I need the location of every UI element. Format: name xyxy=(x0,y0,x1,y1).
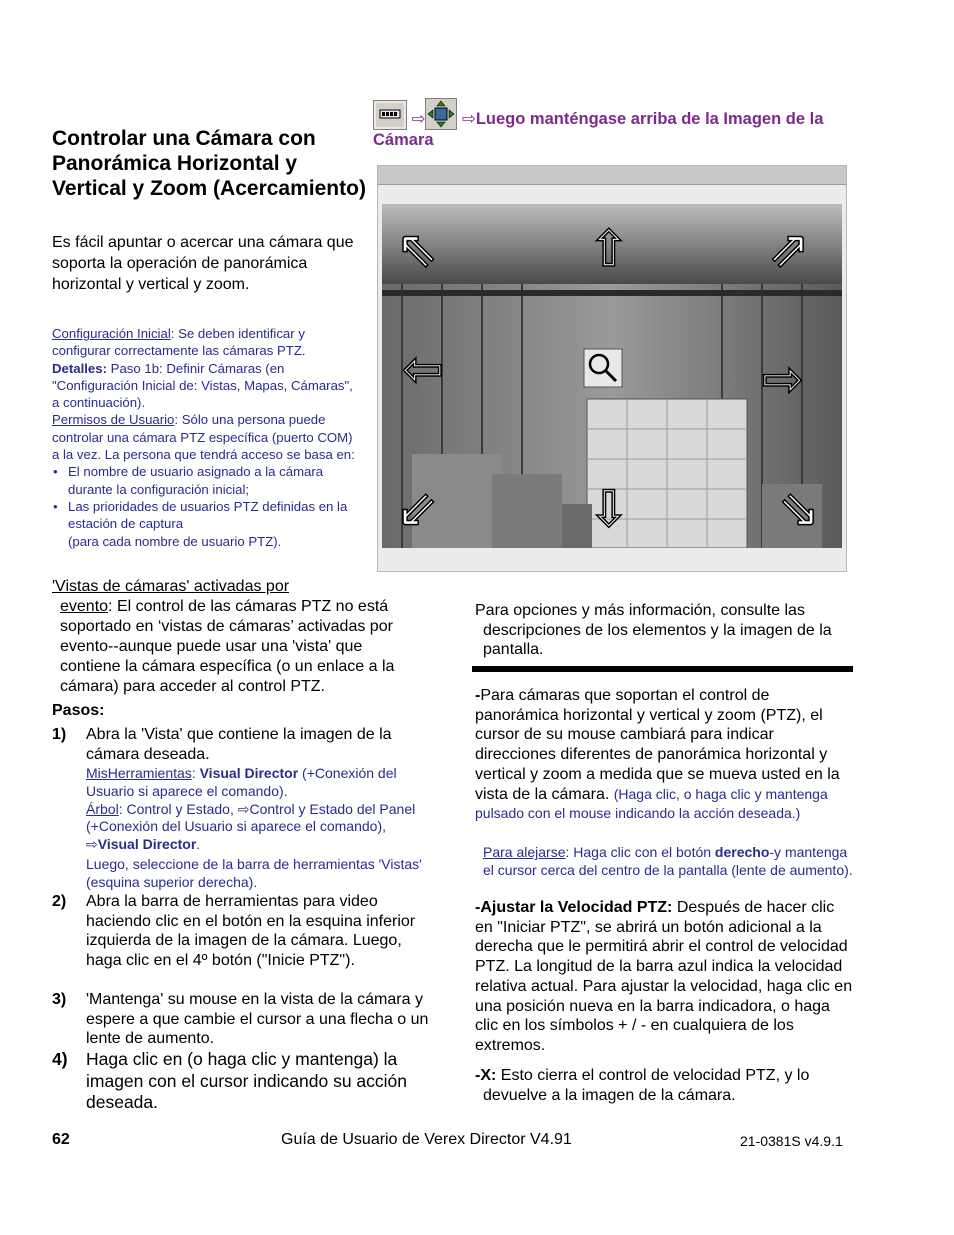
pan-down-left-icon[interactable]: ⇙ xyxy=(396,481,438,537)
options-paragraph: Para opciones y más información, consulte las descripciones de los elementos y la imagen de la pantalla. xyxy=(475,602,832,659)
vistas-heading-end[interactable]: evento xyxy=(60,598,109,615)
vistas-section xyxy=(52,577,422,697)
step-3 xyxy=(52,990,432,1049)
doc-version: 21-0381S v4.9.1 xyxy=(740,1133,843,1149)
ptz-paragraph: -Para cámaras que soportan el control de panorámica horizontal y vertical y zoom (PTZ), el cursor de su mouse cambiará para indicar direcciones diferentes de panorámica horizontal y vertical y zoom a medida que se mueva usted en la vista de la cámara. (Haga clic, o haga clic y mantenga pulsado con el mouse indicando la acción deseada.) xyxy=(475,687,840,822)
camera-view[interactable] xyxy=(377,165,847,572)
step-number: 1) xyxy=(52,726,67,743)
bullet-note: (para cada nombre de usuario PTZ). xyxy=(68,533,282,549)
step-text: Abra la barra de herramientas para video haciendo clic en el botón en la esquina inferior izquierda de la imagen de la cámara. Luego, haga clic en el 4º botón ("Inicie PTZ"). xyxy=(86,893,416,970)
step-1-arbol: Árbol: Control y Estado, ⇨Control y Estado del Panel (+Conexión del Usuario si aparece el comando), ⇨Visual Director. xyxy=(86,800,416,852)
info-sidebox xyxy=(52,325,362,550)
step-1-mis: MisHerramientas: Visual Director (+Conexión del Usuario si aparece el comando). xyxy=(86,765,397,799)
arrow-right-icon: ⇨ xyxy=(462,110,476,128)
toolbar-button-icon[interactable] xyxy=(373,100,407,130)
pan-up-left-icon[interactable]: ⇖ xyxy=(396,221,438,277)
page-number: 62 xyxy=(52,1131,70,1148)
ptz-icon xyxy=(426,99,456,129)
step-4 xyxy=(52,1049,432,1114)
step-2 xyxy=(52,892,432,971)
footer-title: Guía de Usuario de Verex Director V4.91 xyxy=(281,1131,572,1148)
step-text: Abra la 'Vista' que contiene la imagen de la cámara deseada. xyxy=(86,726,392,763)
config-link[interactable]: Configuración Inicial xyxy=(52,326,171,341)
tilt-up-icon[interactable]: ⇧ xyxy=(588,221,630,277)
pasos-heading: Pasos: xyxy=(52,702,105,719)
pan-right-icon[interactable]: ⇨ xyxy=(762,351,804,407)
pan-left-icon[interactable]: ⇦ xyxy=(402,341,444,397)
right-header xyxy=(373,98,853,151)
arbol-link[interactable]: Árbol xyxy=(86,800,119,817)
step-number: 2) xyxy=(52,893,67,910)
list-item: • Las prioridades de usuarios PTZ definidas en la estación de captura (para cada nombre de usuario PTZ). xyxy=(68,498,362,550)
pan-up-right-icon[interactable]: ⇗ xyxy=(768,221,810,277)
arrow-right-icon: ⇨ xyxy=(411,110,426,128)
ptz-button-icon[interactable] xyxy=(425,98,457,130)
detalles-label: Detalles: xyxy=(52,360,107,376)
camera-image[interactable] xyxy=(382,204,842,548)
step-number: 3) xyxy=(52,991,67,1008)
x-paragraph: -X: Esto cierra el control de velocidad PTZ, y lo devuelve a la imagen de la cámara. xyxy=(475,1067,810,1104)
tilt-down-icon[interactable]: ⇩ xyxy=(588,481,630,537)
step-number: 4) xyxy=(52,1049,68,1069)
list-item: • El nombre de usuario asignado a la cámara durante la configuración inicial; xyxy=(68,463,362,498)
camera-title-bar xyxy=(378,166,846,185)
permisos-link[interactable]: Permisos de Usuario xyxy=(52,412,175,428)
vistas-heading[interactable]: 'Vistas de cámaras' activadas por xyxy=(52,578,290,595)
config-text: : Se deben identificar y configurar correctamente las cámaras PTZ. xyxy=(52,326,306,359)
page-title: Controlar una Cámara con Panorámica Horizontal y Vertical y Zoom (Acercamiento) xyxy=(52,127,366,200)
right-header-text: Luego manténgase arriba de la Imagen de la Cámara xyxy=(373,110,824,149)
detalles-text: Paso 1b: Definir Cámaras (en "Configuración Inicial de: Vistas, Mapas, Cámaras", a continuación). xyxy=(52,360,353,411)
permisos-list xyxy=(52,463,362,549)
velocidad-label: Ajustar la Velocidad PTZ: xyxy=(480,899,673,916)
pan-down-right-icon[interactable]: ⇘ xyxy=(778,481,820,537)
x-label: X: xyxy=(480,1067,497,1084)
permisos-text: : Sólo una persona puede controlar una cámara PTZ específica (puerto COM) a la vez. La persona que tendrá acceso se basa en: xyxy=(52,412,355,463)
step-text: 'Mantenga' su mouse en la vista de la cámara y espere a que cambie el cursor a una flecha o un lente de aumento. xyxy=(86,991,429,1048)
step-1 xyxy=(52,725,432,892)
misherramientas-link[interactable]: MisHerramientas xyxy=(86,765,192,782)
section-divider xyxy=(472,666,853,672)
step-text: Haga clic en (o haga clic y mantenga) la imagen con el cursor indicando su acción deseada. xyxy=(86,1049,408,1112)
intro-paragraph: Es fácil apuntar o acercar una cámara que soporta la operación de panorámica horizontal y vertical y zoom. xyxy=(52,234,354,293)
ptz-note: (Haga clic, o haga clic y mantenga pulsado con el mouse indicando la acción deseada.) xyxy=(475,785,828,822)
alejarse-link[interactable]: Para alejarse xyxy=(483,844,566,860)
vistas-text: : El control de las cámaras PTZ no está soportado en ‘vistas de cámaras’ activadas por evento--aunque puede usar una 'vista' que contiene la cámara específica (o un enlace a la cámara) para acceder al control PTZ. xyxy=(60,598,395,695)
step-1-luego: Luego, seleccione de la barra de herramientas 'Vistas' (esquina superior derecha). xyxy=(86,856,422,890)
toolbar-icon xyxy=(374,101,406,129)
alejarse-note: Para alejarse: Haga clic con el botón derecho-y mantenga el cursor cerca del centro de la pantalla (lente de aumento). xyxy=(483,844,853,878)
velocidad-paragraph: -Ajustar la Velocidad PTZ: Después de hacer clic en "Iniciar PTZ", se abrirá un botón adicional a la derecha que le permitirá abrir el control de velocidad PTZ. La longitud de la barra azul indica la velocidad relativa actual. Para ajustar la velocidad, haga clic en una posición nueva en la barra indicadora, o haga clic en los símbolos + / - en cualquiera de los extremos. xyxy=(475,899,853,1054)
